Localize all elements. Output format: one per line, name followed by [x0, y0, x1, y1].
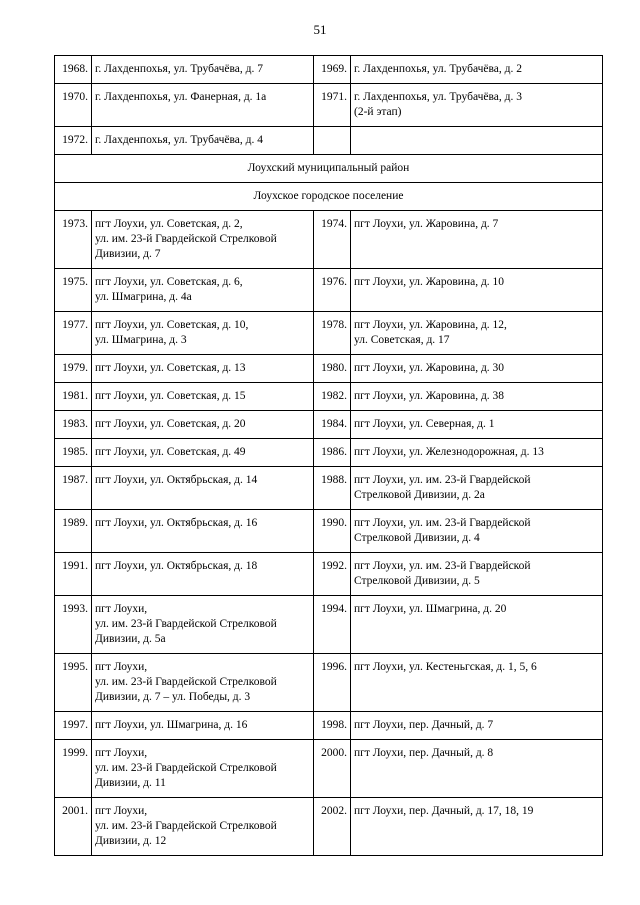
record-number: 1997.	[55, 712, 92, 740]
record-number: 2002.	[314, 798, 351, 856]
record-number: 2000.	[314, 740, 351, 798]
address-cell	[351, 269, 603, 312]
table-row	[55, 740, 603, 798]
address-line: Стрелковой Дивизии, д. 5	[354, 575, 480, 587]
record-number: 1990.	[314, 510, 351, 553]
address-cell	[92, 84, 314, 127]
address-cell	[351, 553, 603, 596]
table-row	[55, 798, 603, 856]
record-number: 1984.	[314, 411, 351, 439]
record-number: 1999.	[55, 740, 92, 798]
record-number: 1972.	[55, 127, 92, 155]
address-line: пгт Лоухи, ул. Шмагрина, д. 16	[95, 719, 248, 731]
address-cell	[351, 84, 603, 127]
record-number: 1993.	[55, 596, 92, 654]
address-line: ул. им. 23-й Гвардейской Стрелковой	[95, 233, 277, 245]
record-number	[314, 127, 351, 155]
record-number: 1996.	[314, 654, 351, 712]
address-line: пгт Лоухи, ул. Советская, д. 2,	[95, 218, 243, 230]
table-row	[55, 712, 603, 740]
record-number: 1977.	[55, 312, 92, 355]
address-cell	[92, 510, 314, 553]
table-row	[55, 383, 603, 411]
address-line: г. Лахденпохья, ул. Трубачёва, д. 3	[354, 91, 522, 103]
record-number: 1973.	[55, 211, 92, 269]
address-line: Дивизии, д. 7 – ул. Победы, д. 3	[95, 691, 251, 703]
address-cell	[92, 740, 314, 798]
address-line: ул. им. 23-й Гвардейской Стрелковой	[95, 820, 277, 832]
address-line: пгт Лоухи, ул. Железнодорожная, д. 13	[354, 446, 544, 458]
record-number: 1988.	[314, 467, 351, 510]
address-cell	[351, 712, 603, 740]
address-line: пгт Лоухи,	[95, 603, 148, 615]
address-cell	[351, 467, 603, 510]
record-number: 1975.	[55, 269, 92, 312]
address-line: пгт Лоухи,	[95, 661, 148, 673]
address-line: пгт Лоухи, ул. Советская, д. 15	[95, 390, 246, 402]
address-cell	[351, 596, 603, 654]
address-line: пгт Лоухи, ул. Жаровина, д. 7	[354, 218, 499, 230]
address-cell	[92, 383, 314, 411]
address-line: Стрелковой Дивизии, д. 2а	[354, 489, 485, 501]
address-cell	[92, 553, 314, 596]
table-row	[55, 596, 603, 654]
address-cell	[92, 654, 314, 712]
table-row	[55, 355, 603, 383]
address-cell	[92, 127, 314, 155]
table-row	[55, 439, 603, 467]
address-line: пгт Лоухи, ул. им. 23-й Гвардейской	[354, 517, 531, 529]
address-table	[54, 55, 603, 856]
table-row	[55, 84, 603, 127]
record-number: 1981.	[55, 383, 92, 411]
address-cell	[351, 127, 603, 155]
address-cell	[92, 596, 314, 654]
record-number: 1980.	[314, 355, 351, 383]
address-line: пгт Лоухи, пер. Дачный, д. 7	[354, 719, 494, 731]
record-number: 1987.	[55, 467, 92, 510]
address-line: ул. им. 23-й Гвардейской Стрелковой	[95, 762, 277, 774]
address-cell	[351, 439, 603, 467]
address-cell	[351, 56, 603, 84]
address-cell	[92, 269, 314, 312]
table-row	[55, 654, 603, 712]
record-number: 1985.	[55, 439, 92, 467]
address-line: Дивизии, д. 12	[95, 835, 167, 847]
record-number: 1979.	[55, 355, 92, 383]
address-line: пгт Лоухи, ул. Советская, д. 49	[95, 446, 246, 458]
address-cell	[92, 211, 314, 269]
address-line: пгт Лоухи, ул. им. 23-й Гвардейской	[354, 560, 531, 572]
address-cell	[351, 510, 603, 553]
record-number: 1995.	[55, 654, 92, 712]
address-line: ул. Шмагрина, д. 3	[95, 334, 187, 346]
address-line: пгт Лоухи, ул. Жаровина, д. 10	[354, 276, 505, 288]
table-row	[55, 510, 603, 553]
address-line: г. Лахденпохья, ул. Трубачёва, д. 2	[354, 63, 522, 75]
address-cell	[351, 411, 603, 439]
address-line: пгт Лоухи, ул. им. 23-й Гвардейской	[354, 474, 531, 486]
address-line: пгт Лоухи, ул. Советская, д. 13	[95, 362, 246, 374]
address-line: пгт Лоухи, ул. Советская, д. 6,	[95, 276, 243, 288]
section-header-row	[55, 183, 603, 211]
record-number: 1994.	[314, 596, 351, 654]
address-table-body	[55, 56, 603, 856]
section-header-row	[55, 155, 603, 183]
record-number: 1969.	[314, 56, 351, 84]
record-number: 2001.	[55, 798, 92, 856]
table-row	[55, 553, 603, 596]
section-title: Лоухское городское поселение	[55, 183, 603, 211]
address-line: Стрелковой Дивизии, д. 4	[354, 532, 480, 544]
address-line: Дивизии, д. 5а	[95, 633, 166, 645]
address-cell	[92, 439, 314, 467]
address-line: пгт Лоухи, ул. Жаровина, д. 12,	[354, 319, 507, 331]
address-cell	[351, 654, 603, 712]
address-line: пгт Лоухи, ул. Октябрьская, д. 18	[95, 560, 258, 572]
address-line: пгт Лоухи, ул. Жаровина, д. 38	[354, 390, 505, 402]
address-line: ул. Шмагрина, д. 4а	[95, 291, 192, 303]
address-cell	[351, 740, 603, 798]
record-number: 1998.	[314, 712, 351, 740]
page-number: 51	[313, 22, 327, 37]
table-row	[55, 56, 603, 84]
address-line: пгт Лоухи, ул. Советская, д. 20	[95, 418, 246, 430]
table-row	[55, 127, 603, 155]
address-cell	[351, 355, 603, 383]
section-title: Лоухский муниципальный район	[55, 155, 603, 183]
record-number: 1970.	[55, 84, 92, 127]
address-line: пгт Лоухи, ул. Октябрьская, д. 16	[95, 517, 258, 529]
address-line: ул. им. 23-й Гвардейской Стрелковой	[95, 618, 277, 630]
table-row	[55, 269, 603, 312]
record-number: 1991.	[55, 553, 92, 596]
address-line: ул. им. 23-й Гвардейской Стрелковой	[95, 676, 277, 688]
address-line: ул. Советская, д. 17	[354, 334, 450, 346]
address-cell	[351, 383, 603, 411]
address-cell	[351, 211, 603, 269]
record-number: 1968.	[55, 56, 92, 84]
address-line: Дивизии, д. 11	[95, 777, 166, 789]
address-line: г. Лахденпохья, ул. Трубачёва, д. 4	[95, 134, 263, 146]
record-number: 1976.	[314, 269, 351, 312]
address-line: г. Лахденпохья, ул. Трубачёва, д. 7	[95, 63, 263, 75]
address-cell	[92, 798, 314, 856]
address-line: пгт Лоухи, ул. Октябрьская, д. 14	[95, 474, 258, 486]
table-row	[55, 312, 603, 355]
table-row	[55, 467, 603, 510]
record-number: 1982.	[314, 383, 351, 411]
address-cell	[92, 56, 314, 84]
record-number: 1986.	[314, 439, 351, 467]
address-cell	[92, 312, 314, 355]
address-line: пгт Лоухи, пер. Дачный, д. 17, 18, 19	[354, 805, 534, 817]
address-line: (2-й этап)	[354, 106, 402, 118]
address-line: пгт Лоухи, ул. Жаровина, д. 30	[354, 362, 505, 374]
record-number: 1989.	[55, 510, 92, 553]
table-row	[55, 411, 603, 439]
address-line: Дивизии, д. 7	[95, 248, 161, 260]
address-line: пгт Лоухи, ул. Кестеньгская, д. 1, 5, 6	[354, 661, 537, 673]
address-line: пгт Лоухи, ул. Советская, д. 10,	[95, 319, 249, 331]
address-line: пгт Лоухи, ул. Северная, д. 1	[354, 418, 495, 430]
address-cell	[92, 467, 314, 510]
address-line: пгт Лоухи,	[95, 805, 148, 817]
address-cell	[92, 411, 314, 439]
record-number: 1983.	[55, 411, 92, 439]
address-line: г. Лахденпохья, ул. Фанерная, д. 1а	[95, 91, 267, 103]
address-cell	[351, 312, 603, 355]
address-line: пгт Лоухи, ул. Шмагрина, д. 20	[354, 603, 507, 615]
record-number: 1992.	[314, 553, 351, 596]
record-number: 1971.	[314, 84, 351, 127]
record-number: 1974.	[314, 211, 351, 269]
address-line: пгт Лоухи,	[95, 747, 148, 759]
address-cell	[92, 712, 314, 740]
table-row	[55, 211, 603, 269]
address-line: пгт Лоухи, пер. Дачный, д. 8	[354, 747, 494, 759]
address-cell	[351, 798, 603, 856]
address-cell	[92, 355, 314, 383]
record-number: 1978.	[314, 312, 351, 355]
